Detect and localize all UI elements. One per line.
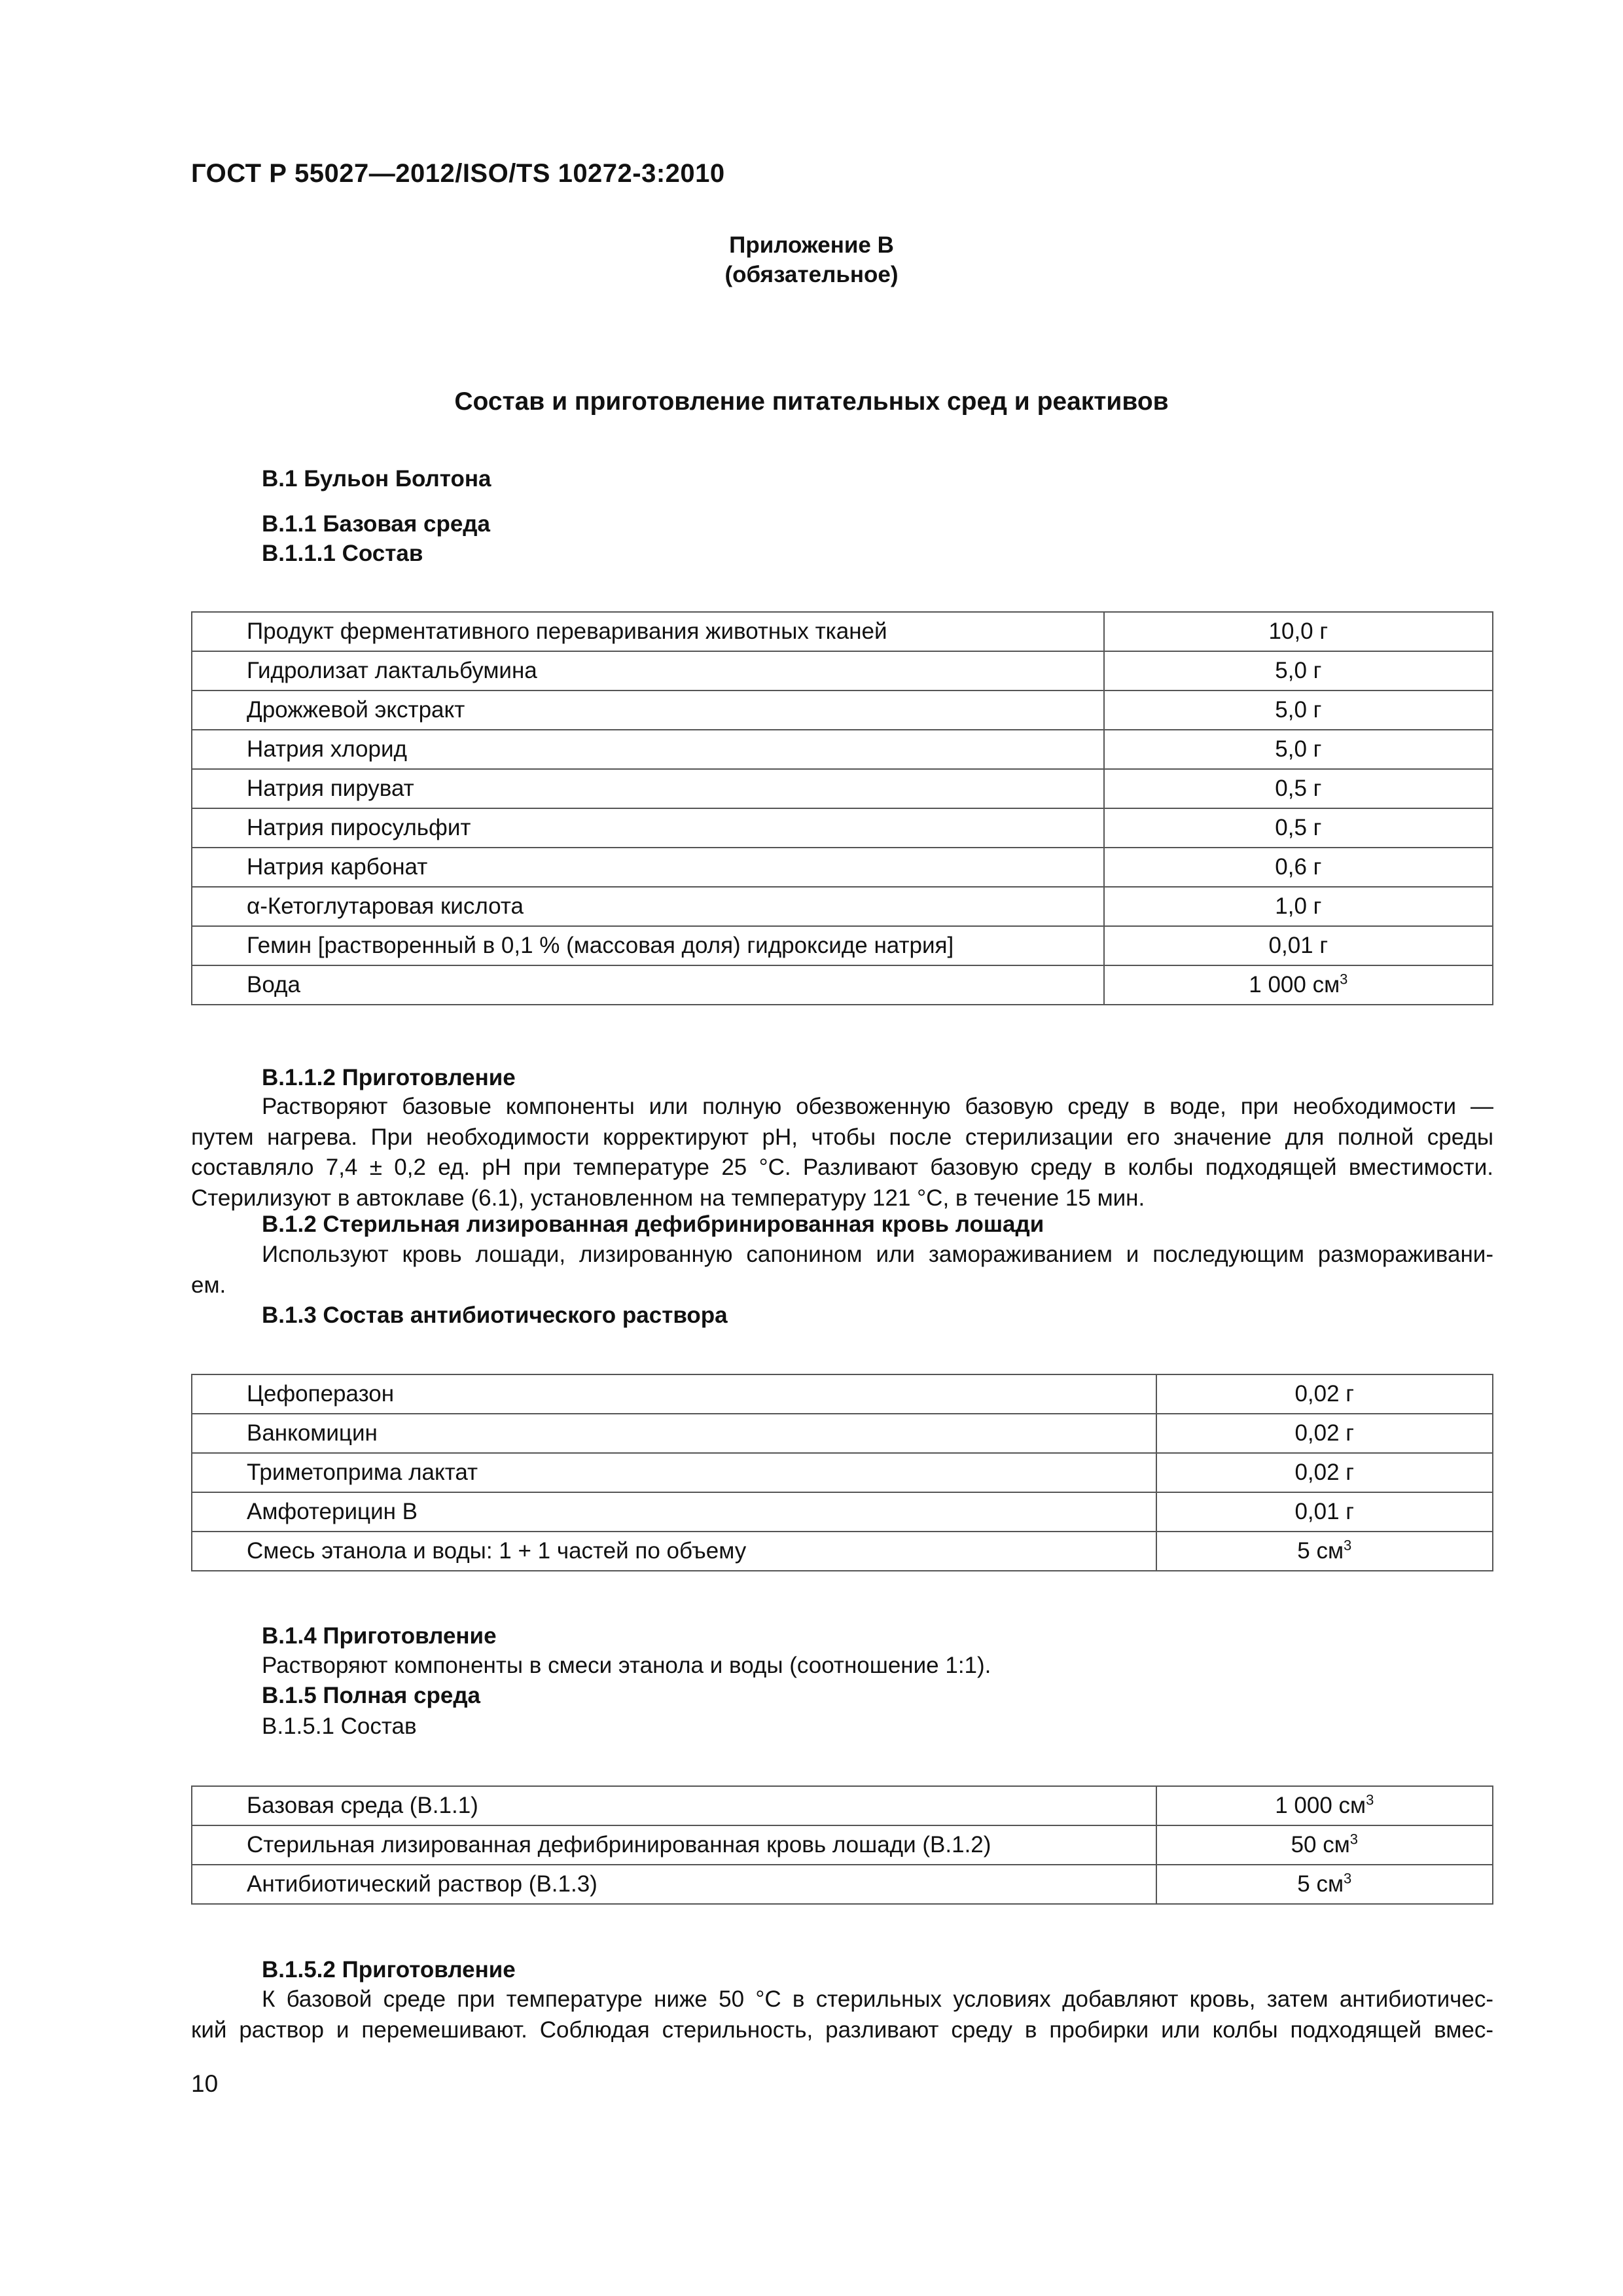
section-b15-heading: В.1.5 Полная среда — [262, 1683, 481, 1708]
ingredient-name: Антибиотический раствор (В.1.3) — [192, 1865, 1156, 1904]
section-b152-heading: В.1.5.2 Приготовление — [262, 1957, 516, 1982]
table-row — [192, 612, 1493, 651]
ingredient-name: Натрия карбонат — [192, 848, 1104, 887]
table-row — [192, 1374, 1493, 1414]
ingredient-amount: 1,0 г — [1104, 887, 1493, 926]
ingredient-name: Цефоперазон — [192, 1374, 1156, 1414]
ingredient-amount: 5,0 г — [1104, 691, 1493, 730]
ingredient-name: Базовая среда (В.1.1) — [192, 1786, 1156, 1825]
table-row — [192, 1453, 1493, 1492]
section-b12-heading: В.1.2 Стерильная лизированная дефибринированная кровь лошади — [262, 1211, 1044, 1237]
ingredient-amount: 5,0 г — [1104, 730, 1493, 769]
table-row — [192, 887, 1493, 926]
amount-unit-superscript: 3 — [1349, 1831, 1359, 1848]
ingredient-amount — [1156, 1786, 1493, 1825]
table-row — [192, 848, 1493, 887]
amount-number: 50 см — [1291, 1832, 1350, 1857]
section-b112-heading: В.1.1.2 Приготовление — [262, 1065, 516, 1090]
ingredient-amount: 0,02 г — [1156, 1414, 1493, 1453]
table-body — [192, 612, 1493, 1005]
paragraph-line: составляло 7,4 ± 0,2 ед. рН при температуре 25 °С. Разливают базовую среду в колбы подходящей вместимости. — [191, 1155, 1493, 1180]
ingredient-amount: 5,0 г — [1104, 651, 1493, 691]
table-row — [192, 1414, 1493, 1453]
ingredient-amount: 0,02 г — [1156, 1374, 1493, 1414]
ingredient-amount: 0,01 г — [1104, 926, 1493, 965]
ingredient-amount: 0,6 г — [1104, 848, 1493, 887]
ingredient-name: Гемин [растворенный в 0,1 % (массовая доля) гидроксиде натрия] — [192, 926, 1104, 965]
paragraph-line: Стерилизуют в автоклаве (6.1), установленном на температуру 121 °С, в течение 15 мин. — [191, 1185, 1145, 1211]
section-b14-heading: В.1.4 Приготовление — [262, 1623, 497, 1649]
ingredient-name: Гидролизат лактальбумина — [192, 651, 1104, 691]
ingredient-name: Стерильная лизированная дефибринированная кровь лошади (В.1.2) — [192, 1825, 1156, 1865]
ingredient-amount — [1156, 1865, 1493, 1904]
paragraph-line: кий раствор и перемешивают. Соблюдая стерильность, разливают среду в пробирки или колбы подходящей вмес- — [191, 2017, 1493, 2043]
amount-unit-superscript: 3 — [1344, 1870, 1352, 1887]
ingredient-amount: 10,0 г — [1104, 612, 1493, 651]
ingredient-name: Натрия пиросульфит — [192, 808, 1104, 848]
table-body — [192, 1786, 1493, 1904]
table-row — [192, 651, 1493, 691]
ingredient-amount: 0,5 г — [1104, 769, 1493, 808]
table-row — [192, 926, 1493, 965]
table-row — [192, 1865, 1493, 1904]
table-row — [192, 691, 1493, 730]
ingredient-amount — [1156, 1825, 1493, 1865]
paragraph-line: Используют кровь лошади, лизированную сапонином или замораживанием и последующим размораживани- — [262, 1242, 1493, 1267]
amount-unit-superscript: 3 — [1344, 1537, 1352, 1554]
appendix-status: (обязательное) — [724, 262, 899, 287]
table-row — [192, 1532, 1493, 1571]
composition-table-complete-medium — [191, 1785, 1493, 1905]
ingredient-name: Амфотерицин В — [192, 1492, 1156, 1532]
table-row — [192, 965, 1493, 1005]
section-b112-text — [191, 1092, 1493, 1213]
ingredient-amount — [1104, 965, 1493, 1005]
table-row — [192, 730, 1493, 769]
section-b152-text — [191, 1984, 1493, 2045]
section-b13-heading: В.1.3 Состав антибиотического раствора — [262, 1302, 728, 1328]
section-b11-heading: В.1.1 Базовая среда — [262, 511, 490, 537]
section-b111-heading: В.1.1.1 Состав — [262, 541, 423, 566]
table-row — [192, 769, 1493, 808]
appendix-label: Приложение В — [729, 232, 894, 258]
composition-table-antibiotic-solution — [191, 1374, 1493, 1571]
amount-number: 5 см — [1297, 1538, 1344, 1564]
ingredient-amount — [1156, 1532, 1493, 1571]
ingredient-amount: 0,5 г — [1104, 808, 1493, 848]
ingredient-name: Вода — [192, 965, 1104, 1005]
ingredient-name: Дрожжевой экстракт — [192, 691, 1104, 730]
ingredient-name: Смесь этанола и воды: 1 + 1 частей по объему — [192, 1532, 1156, 1571]
ingredient-name: Продукт ферментативного переваривания животных тканей — [192, 612, 1104, 651]
ingredient-name: Натрия хлорид — [192, 730, 1104, 769]
table-row — [192, 808, 1493, 848]
ingredient-name: Триметоприма лактат — [192, 1453, 1156, 1492]
ingredient-name: α-Кетоглутаровая кислота — [192, 887, 1104, 926]
amount-unit-superscript: 3 — [1340, 971, 1348, 988]
section-b12-text — [191, 1240, 1493, 1300]
section-b151-heading: В.1.5.1 Состав — [262, 1713, 417, 1739]
table-body — [192, 1374, 1493, 1571]
amount-number: 1 000 см — [1249, 972, 1340, 997]
table-row — [192, 1825, 1493, 1865]
table-row — [192, 1786, 1493, 1825]
amount-number: 5 см — [1297, 1871, 1344, 1897]
ingredient-name: Натрия пируват — [192, 769, 1104, 808]
appendix-title: Состав и приготовление питательных сред и реактивов — [454, 387, 1169, 416]
ingredient-name: Ванкомицин — [192, 1414, 1156, 1453]
ingredient-amount: 0,02 г — [1156, 1453, 1493, 1492]
paragraph-line: путем нагрева. При необходимости корректируют рН, чтобы после стерилизации его значение для полной среды — [191, 1124, 1493, 1150]
document-header: ГОСТ Р 55027—2012/ISO/TS 10272-3:2010 — [191, 159, 725, 188]
paragraph-line: Растворяют базовые компоненты или полную обезвоженную базовую среду в воде, при необходимости — — [262, 1094, 1493, 1119]
amount-number: 1 000 см — [1275, 1793, 1366, 1818]
paragraph-line: К базовой среде при температуре ниже 50 °С в стерильных условиях добавляют кровь, затем антибиотичес- — [262, 1986, 1493, 2012]
composition-table-base-medium — [191, 611, 1493, 1005]
page-number: 10 — [191, 2070, 219, 2097]
section-b1-heading: В.1 Бульон Болтона — [262, 466, 491, 492]
amount-unit-superscript: 3 — [1366, 1791, 1374, 1808]
ingredient-amount: 0,01 г — [1156, 1492, 1493, 1532]
section-b14-text: Растворяют компоненты в смеси этанола и воды (соотношение 1:1). — [262, 1653, 991, 1678]
paragraph-line: ем. — [191, 1272, 226, 1298]
table-row — [192, 1492, 1493, 1532]
